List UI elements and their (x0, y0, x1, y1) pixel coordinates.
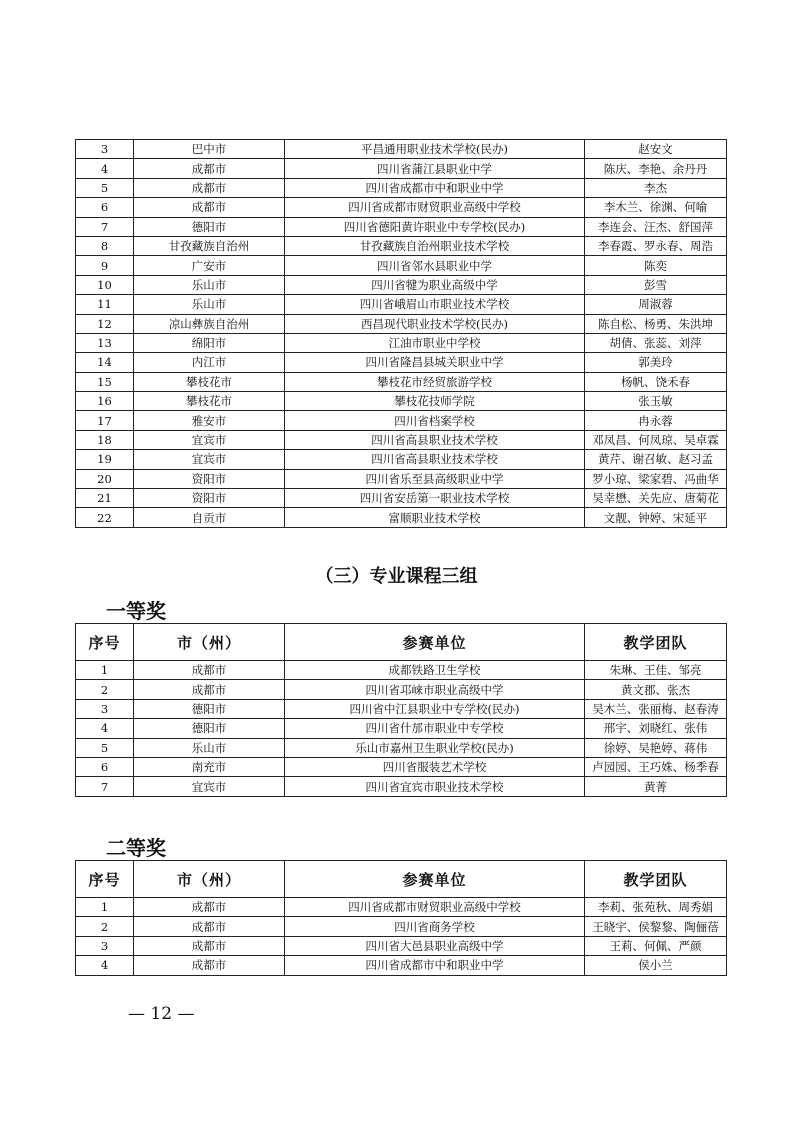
cell-unit: 乐山市嘉州卫生职业学校(民办) (285, 738, 585, 757)
cell-unit: 四川省成都市中和职业中学 (285, 178, 585, 197)
cell-index: 16 (76, 392, 134, 411)
header-team: 教学团队 (585, 861, 727, 898)
cell-city: 德阳市 (134, 719, 285, 738)
cell-index: 7 (76, 777, 134, 796)
cell-index: 9 (76, 256, 134, 275)
header-unit: 参赛单位 (285, 624, 585, 661)
cell-unit: 四川省德阳黄许职业中专学校(民办) (285, 217, 585, 236)
cell-city: 攀枝花市 (134, 392, 285, 411)
cell-city: 成都市 (134, 198, 285, 217)
cell-team: 文靓、钟婷、宋延平 (585, 508, 727, 527)
table-row (76, 275, 727, 294)
cell-index: 5 (76, 178, 134, 197)
cell-unit: 四川省犍为职业高级中学 (285, 275, 585, 294)
cell-city: 甘孜藏族自治州 (134, 236, 285, 255)
cell-team: 吴幸懋、关先应、唐菊花 (585, 489, 727, 508)
table-row (76, 956, 727, 975)
table-row (76, 295, 727, 314)
table-row (76, 719, 727, 738)
table-row (76, 917, 727, 936)
section-title: （三）专业课程三组 (315, 566, 478, 587)
header-city: 市（州） (134, 624, 285, 661)
cell-index: 12 (76, 314, 134, 333)
cell-city: 南充市 (134, 757, 285, 776)
cell-team: 吴木兰、张丽梅、赵春涛 (585, 699, 727, 718)
table-body (76, 140, 727, 528)
cell-unit: 四川省乐至县高级职业中学 (285, 469, 585, 488)
cell-city: 成都市 (134, 917, 285, 936)
cell-unit: 四川省高县职业技术学校 (285, 430, 585, 449)
cell-unit: 四川省邛崃市职业高级中学 (285, 680, 585, 699)
table-row (76, 236, 727, 255)
header-index: 序号 (76, 624, 134, 661)
cell-unit: 成都铁路卫生学校 (285, 661, 585, 680)
table-row (76, 178, 727, 197)
cell-team: 胡倩、张蕊、刘萍 (585, 333, 727, 352)
cell-city: 宜宾市 (134, 777, 285, 796)
cell-unit: 四川省服装艺术学校 (285, 757, 585, 776)
cell-unit: 江油市职业中学校 (285, 333, 585, 352)
second-prize-table (75, 860, 727, 976)
table-row (76, 508, 727, 527)
cell-index: 8 (76, 236, 134, 255)
cell-team: 李连会、汪杰、舒国萍 (585, 217, 727, 236)
table-row (76, 333, 727, 352)
cell-index: 15 (76, 372, 134, 391)
cell-city: 成都市 (134, 661, 285, 680)
header-team: 教学团队 (585, 624, 727, 661)
table-row (76, 372, 727, 391)
cell-index: 17 (76, 411, 134, 430)
second-prize-heading: 二等奖 (106, 836, 166, 860)
cell-city: 宜宾市 (134, 450, 285, 469)
table-row (76, 217, 727, 236)
cell-index: 18 (76, 430, 134, 449)
cell-index: 3 (76, 140, 134, 159)
table-body (76, 661, 727, 797)
table-header-row (76, 624, 727, 661)
cell-index: 4 (76, 719, 134, 738)
cell-team: 赵安文 (585, 140, 727, 159)
cell-city: 成都市 (134, 956, 285, 975)
award-table-continued (75, 139, 727, 528)
header-unit: 参赛单位 (285, 861, 585, 898)
cell-city: 成都市 (134, 936, 285, 955)
table-row (76, 198, 727, 217)
cell-index: 7 (76, 217, 134, 236)
header-city: 市（州） (134, 861, 285, 898)
cell-index: 21 (76, 489, 134, 508)
cell-team: 杨帆、饶禾春 (585, 372, 727, 391)
cell-city: 资阳市 (134, 489, 285, 508)
table-row (76, 699, 727, 718)
cell-team: 卢园园、王巧姝、杨季春 (585, 757, 727, 776)
cell-index: 6 (76, 198, 134, 217)
table-row (76, 661, 727, 680)
cell-city: 雅安市 (134, 411, 285, 430)
cell-index: 20 (76, 469, 134, 488)
table-body (76, 898, 727, 976)
table-row (76, 469, 727, 488)
cell-index: 3 (76, 936, 134, 955)
table-row (76, 757, 727, 776)
cell-team: 王晓宇、侯黎黎、陶俪蓓 (585, 917, 727, 936)
table-row (76, 450, 727, 469)
cell-city: 自贡市 (134, 508, 285, 527)
cell-team: 周淑蓉 (585, 295, 727, 314)
cell-index: 1 (76, 661, 134, 680)
cell-team: 李木兰、徐渊、何喻 (585, 198, 727, 217)
cell-team: 陈自松、杨勇、朱洪坤 (585, 314, 727, 333)
cell-unit: 四川省档案学校 (285, 411, 585, 430)
cell-unit: 四川省隆昌县城关职业中学 (285, 353, 585, 372)
first-prize-table (75, 623, 727, 797)
cell-team: 朱琳、王佳、邹亮 (585, 661, 727, 680)
cell-unit: 四川省商务学校 (285, 917, 585, 936)
cell-city: 乐山市 (134, 738, 285, 757)
cell-city: 内江市 (134, 353, 285, 372)
cell-city: 攀枝花市 (134, 372, 285, 391)
cell-unit: 四川省邻水县职业中学 (285, 256, 585, 275)
cell-index: 2 (76, 680, 134, 699)
cell-city: 成都市 (134, 178, 285, 197)
cell-unit: 攀枝花市经贸旅游学校 (285, 372, 585, 391)
cell-unit: 西昌现代职业技术学校(民办) (285, 314, 585, 333)
table-row (76, 392, 727, 411)
cell-team: 张玉敏 (585, 392, 727, 411)
cell-unit: 四川省大邑县职业高级中学 (285, 936, 585, 955)
table-row (76, 680, 727, 699)
table-row (76, 411, 727, 430)
cell-city: 成都市 (134, 680, 285, 699)
cell-team: 黄文郡、张杰 (585, 680, 727, 699)
cell-team: 李杰 (585, 178, 727, 197)
cell-index: 5 (76, 738, 134, 757)
cell-city: 宜宾市 (134, 430, 285, 449)
cell-city: 成都市 (134, 159, 285, 178)
cell-unit: 四川省成都市财贸职业高级中学校 (285, 898, 585, 917)
cell-index: 2 (76, 917, 134, 936)
cell-team: 侯小兰 (585, 956, 727, 975)
cell-team: 黄芹、谢召敏、赵习孟 (585, 450, 727, 469)
cell-unit: 四川省成都市中和职业中学 (285, 956, 585, 975)
cell-unit: 平昌通用职业技术学校(民办) (285, 140, 585, 159)
cell-team: 李莉、张苑秋、周秀娟 (585, 898, 727, 917)
cell-unit: 四川省蒲江县职业中学 (285, 159, 585, 178)
table-row (76, 936, 727, 955)
cell-team: 陈庆、李艳、余丹丹 (585, 159, 727, 178)
cell-unit: 四川省宜宾市职业技术学校 (285, 777, 585, 796)
cell-index: 3 (76, 699, 134, 718)
cell-city: 绵阳市 (134, 333, 285, 352)
cell-city: 凉山彝族自治州 (134, 314, 285, 333)
cell-unit: 四川省安岳第一职业技术学校 (285, 489, 585, 508)
cell-index: 19 (76, 450, 134, 469)
header-index: 序号 (76, 861, 134, 898)
first-prize-heading: 一等奖 (106, 599, 166, 623)
table-row (76, 898, 727, 917)
cell-team: 徐婷、吴艳婷、蒋伟 (585, 738, 727, 757)
table-row (76, 489, 727, 508)
cell-city: 乐山市 (134, 295, 285, 314)
cell-team: 郭美玲 (585, 353, 727, 372)
table-row (76, 738, 727, 757)
table-row (76, 140, 727, 159)
cell-team: 王莉、何佩、严颜 (585, 936, 727, 955)
table-header-row (76, 861, 727, 898)
cell-index: 13 (76, 333, 134, 352)
cell-unit: 甘孜藏族自治州职业技术学校 (285, 236, 585, 255)
cell-index: 11 (76, 295, 134, 314)
cell-unit: 四川省中江县职业中专学校(民办) (285, 699, 585, 718)
cell-unit: 四川省成都市财贸职业高级中学校 (285, 198, 585, 217)
table-row (76, 314, 727, 333)
cell-unit: 富顺职业技术学校 (285, 508, 585, 527)
table-row (76, 353, 727, 372)
page-number: — 12 — (128, 1004, 195, 1024)
cell-team: 彭雪 (585, 275, 727, 294)
cell-index: 4 (76, 159, 134, 178)
table-row (76, 777, 727, 796)
cell-city: 乐山市 (134, 275, 285, 294)
cell-team: 李春霞、罗永春、周浩 (585, 236, 727, 255)
cell-unit: 攀枝花技师学院 (285, 392, 585, 411)
cell-unit: 四川省高县职业技术学校 (285, 450, 585, 469)
table-row (76, 256, 727, 275)
table-row (76, 159, 727, 178)
table-row (76, 430, 727, 449)
cell-city: 广安市 (134, 256, 285, 275)
cell-unit: 四川省什邡市职业中专学校 (285, 719, 585, 738)
cell-index: 4 (76, 956, 134, 975)
cell-team: 邓凤昌、何凤琼、吴卓霖 (585, 430, 727, 449)
cell-team: 罗小琼、梁家碧、冯曲华 (585, 469, 727, 488)
cell-team: 黄菁 (585, 777, 727, 796)
cell-index: 1 (76, 898, 134, 917)
cell-city: 资阳市 (134, 469, 285, 488)
cell-team: 邢宇、刘晓红、张伟 (585, 719, 727, 738)
cell-team: 陈奕 (585, 256, 727, 275)
cell-team: 冉永蓉 (585, 411, 727, 430)
cell-index: 6 (76, 757, 134, 776)
cell-city: 德阳市 (134, 217, 285, 236)
cell-index: 14 (76, 353, 134, 372)
cell-index: 10 (76, 275, 134, 294)
cell-city: 巴中市 (134, 140, 285, 159)
cell-index: 22 (76, 508, 134, 527)
cell-unit: 四川省峨眉山市职业技术学校 (285, 295, 585, 314)
cell-city: 成都市 (134, 898, 285, 917)
cell-city: 德阳市 (134, 699, 285, 718)
